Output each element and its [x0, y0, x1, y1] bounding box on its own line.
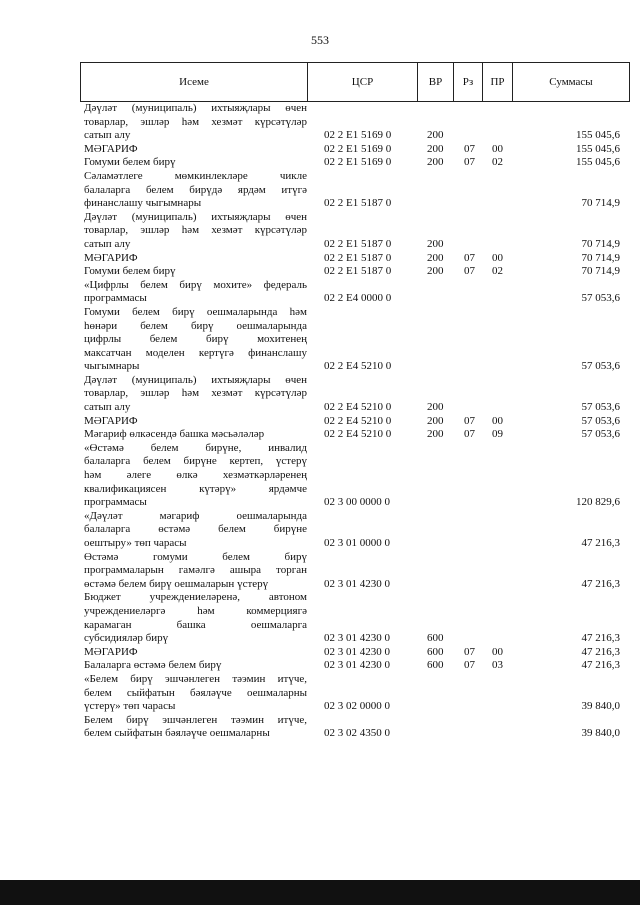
- table-row: [80, 415, 630, 429]
- row-sum: 70 714,9: [581, 251, 620, 264]
- row-name: [80, 551, 307, 592]
- row-name-line: балаларга белем бирүне кертеп, үстерү: [84, 455, 307, 468]
- row-name: [80, 170, 307, 211]
- row-vr: 200: [427, 265, 444, 278]
- row-name-line: Бюджет учреждениеләренә, автоном: [84, 591, 307, 604]
- row-csr: 02 3 01 4230 0: [324, 577, 390, 590]
- row-pr: 09: [492, 428, 503, 441]
- row-name: [80, 211, 307, 252]
- row-name-line: чыгымнары: [84, 360, 140, 373]
- row-name: [80, 156, 307, 170]
- row-name-line: балаларга белем бирүдә ярдәм итүгә: [84, 183, 307, 196]
- row-name-line: Белем бирү эшчәнлеген тәэмин итүче,: [84, 713, 307, 726]
- table-row: [80, 442, 630, 510]
- row-name-line: МӘГАРИФ: [84, 142, 138, 155]
- row-name-line: «Цифрлы белем бирү мохите» федераль: [84, 278, 307, 291]
- header-name: Исеме: [81, 63, 308, 101]
- row-name-line: карамаган башка оешмаларга: [84, 618, 307, 631]
- row-vr: 200: [427, 428, 444, 441]
- row-name-line: МӘГАРИФ: [84, 645, 138, 658]
- row-sum: 70 714,9: [581, 237, 620, 250]
- row-name-line: МӘГАРИФ: [84, 251, 138, 264]
- row-csr: 02 3 02 0000 0: [324, 700, 390, 713]
- row-name: [80, 442, 307, 510]
- row-vr: 600: [427, 659, 444, 672]
- row-vr: 200: [427, 414, 444, 427]
- row-name-line: Балаларга өстәмә белем бирү: [84, 659, 222, 672]
- row-vr: 200: [427, 401, 444, 414]
- row-vr: 200: [427, 142, 444, 155]
- row-csr: 02 2 E1 5169 0: [324, 156, 392, 169]
- row-rz: 07: [464, 414, 475, 427]
- row-csr: 02 3 01 0000 0: [324, 537, 390, 549]
- header-rz: Рз: [454, 63, 483, 101]
- header-sum: Суммасы: [549, 76, 593, 88]
- table-row: [80, 659, 630, 673]
- row-name: [80, 714, 307, 741]
- row-name-line: квалификациясен күтәрү» ярдәмче: [84, 482, 307, 495]
- row-sum: 57 053,6: [581, 292, 620, 305]
- table-row: [80, 170, 630, 211]
- row-csr: 02 2 E1 5169 0: [324, 142, 392, 155]
- row-name: [80, 143, 307, 157]
- row-name: [80, 659, 307, 673]
- row-rz: 07: [464, 659, 475, 672]
- header-csr: ЦСР: [308, 63, 418, 101]
- table-row: [80, 265, 630, 279]
- row-csr: 02 3 01 4230 0: [324, 645, 390, 658]
- row-name-line: программаларын гамәлгә ашыра торган: [84, 564, 307, 577]
- table-row: [80, 510, 630, 551]
- row-vr: 600: [427, 645, 444, 658]
- row-rz: 07: [464, 251, 475, 264]
- row-name: [80, 591, 307, 645]
- row-sum: 47 216,3: [581, 645, 620, 658]
- table-row: [80, 551, 630, 592]
- row-name: [80, 279, 307, 306]
- row-csr: 02 2 E1 5187 0: [324, 197, 392, 210]
- row-name-line: сатып алу: [84, 129, 131, 142]
- header-vr: ВР: [418, 63, 454, 101]
- row-csr: 02 2 E1 5187 0: [324, 251, 392, 264]
- page-number: 553: [311, 33, 329, 47]
- row-sum: 47 216,3: [581, 577, 620, 590]
- row-rz: 07: [464, 428, 475, 441]
- row-name-line: Дәүләт (муниципаль) ихтыяҗлары өчен: [84, 102, 307, 114]
- row-csr: 02 2 E4 5210 0: [324, 401, 392, 414]
- row-sum: 47 216,3: [581, 537, 620, 549]
- table-row: [80, 673, 630, 714]
- row-name: [80, 102, 307, 143]
- row-name-line: оештыру» төп чарасы: [84, 537, 187, 549]
- row-name: [80, 265, 307, 279]
- row-sum: 57 053,6: [581, 360, 620, 373]
- row-name: [80, 252, 307, 266]
- row-csr: 02 2 E1 5187 0: [324, 237, 392, 250]
- row-sum: 120 829,6: [576, 496, 620, 509]
- row-sum: 39 840,0: [581, 700, 620, 713]
- row-name: [80, 510, 307, 551]
- row-pr: 02: [492, 265, 503, 278]
- row-name-line: финанслашу чыгымнары: [84, 197, 202, 210]
- row-name-line: һәм әлеге өлкә хезмәткәрләренең: [84, 469, 307, 482]
- row-name-line: өстәмә белем бирү оешмаларын үстерү: [84, 577, 269, 590]
- row-rz: 07: [464, 142, 475, 155]
- row-name: [80, 306, 307, 374]
- table-row: [80, 252, 630, 266]
- row-name-line: Гомуми белем бирү: [84, 156, 176, 169]
- row-pr: 00: [492, 142, 503, 155]
- row-csr: 02 2 E1 5169 0: [324, 129, 392, 142]
- row-sum: 70 714,9: [581, 265, 620, 278]
- row-pr: 03: [492, 659, 503, 672]
- row-vr: 600: [427, 632, 444, 645]
- row-csr: 02 2 E1 5187 0: [324, 265, 392, 278]
- row-csr: 02 3 02 4350 0: [324, 727, 390, 740]
- table-row: [80, 143, 630, 157]
- row-sum: 155 045,6: [576, 142, 620, 155]
- row-sum: 39 840,0: [581, 727, 620, 740]
- row-name-line: Мәгариф өлкәсендә башка мәсьәләләр: [84, 428, 265, 441]
- row-name-line: учреждениеләргә һәм коммерциягә: [84, 604, 307, 617]
- row-csr: 02 3 01 4230 0: [324, 659, 390, 672]
- row-name-line: «Белем бирү эшчәнлеген тәэмин итүче,: [84, 672, 307, 685]
- row-sum: 57 053,6: [581, 414, 620, 427]
- header-pr: ПР: [483, 63, 513, 101]
- row-pr: 02: [492, 156, 503, 169]
- row-name: [80, 646, 307, 660]
- table-row: [80, 306, 630, 374]
- row-name-line: субсидияләр бирү: [84, 632, 169, 645]
- row-csr: 02 2 E4 5210 0: [324, 414, 392, 427]
- row-name-line: «Дәүләт мәгариф оешмаларында: [84, 509, 307, 522]
- row-name: [80, 415, 307, 429]
- row-rz: 07: [464, 156, 475, 169]
- row-sum: 155 045,6: [576, 129, 620, 142]
- table-row: [80, 591, 630, 645]
- row-name-line: Сәламәтлеге мөмкинлекләре чикле: [84, 169, 307, 182]
- row-vr: 200: [427, 156, 444, 169]
- row-sum: 155 045,6: [576, 156, 620, 169]
- row-name-line: цифрлы белем бирү мохитенең: [84, 333, 307, 346]
- row-sum: 47 216,3: [581, 659, 620, 672]
- row-name-line: товарлар, эшләр һәм хезмәт күрсәтүләр: [84, 224, 307, 237]
- table-body: [80, 102, 630, 741]
- row-name-line: максатчан моделен кертүгә финанслашу: [84, 346, 307, 359]
- row-csr: 02 2 E4 5210 0: [324, 360, 392, 373]
- row-name-line: үстерү» төп чарасы: [84, 700, 176, 713]
- row-name-line: сатып алу: [84, 237, 131, 250]
- row-rz: 07: [464, 265, 475, 278]
- row-sum: 57 053,6: [581, 428, 620, 441]
- row-csr: 02 3 01 4230 0: [324, 632, 390, 645]
- row-vr: 200: [427, 129, 444, 142]
- row-name-line: Өстәмә гомуми белем бирү: [84, 550, 307, 563]
- row-name-line: программасы: [84, 292, 147, 305]
- row-name-line: сатып алу: [84, 401, 131, 414]
- row-name: [80, 428, 307, 442]
- row-vr: 200: [427, 237, 444, 250]
- row-name-line: балаларга өстәмә белем бирүне: [84, 523, 307, 536]
- row-name-line: белем сыйфатын бәяләүче оешмаларны: [84, 727, 270, 740]
- table-header: [80, 62, 630, 102]
- row-sum: 57 053,6: [581, 401, 620, 414]
- table-row: [80, 102, 630, 143]
- row-name-line: Дәүләт (муниципаль) ихтыяҗлары өчен: [84, 210, 307, 223]
- row-vr: 200: [427, 251, 444, 264]
- row-pr: 00: [492, 645, 503, 658]
- row-sum: 47 216,3: [581, 632, 620, 645]
- table-row: [80, 714, 630, 741]
- row-name-line: Гомуми белем бирү оешмаларында һәм: [84, 305, 307, 318]
- table-row: [80, 156, 630, 170]
- row-name-line: МӘГАРИФ: [84, 414, 138, 427]
- table-row: [80, 279, 630, 306]
- row-name: [80, 374, 307, 415]
- row-pr: 00: [492, 414, 503, 427]
- table-row: [80, 374, 630, 415]
- row-pr: 00: [492, 251, 503, 264]
- row-name-line: Дәүләт (муниципаль) ихтыяҗлары өчен: [84, 373, 307, 386]
- row-csr: 02 2 E4 0000 0: [324, 292, 392, 305]
- row-csr: 02 3 00 0000 0: [324, 496, 390, 509]
- table-row: [80, 211, 630, 252]
- row-name-line: һөнәри белем бирү оешмаларында: [84, 319, 307, 332]
- table-row: [80, 428, 630, 442]
- scan-edge: [0, 880, 640, 905]
- row-name-line: товарлар, эшләр һәм хезмәт күрсәтүләр: [84, 387, 307, 400]
- row-name-line: товарлар, эшләр һәм хезмәт күрсәтүләр: [84, 115, 307, 128]
- row-name-line: «Өстәмә белем бирүне, инвалид: [84, 441, 307, 454]
- table-row: [80, 646, 630, 660]
- row-name-line: программасы: [84, 496, 147, 509]
- row-csr: 02 2 E4 5210 0: [324, 428, 392, 441]
- row-rz: 07: [464, 645, 475, 658]
- row-name: [80, 673, 307, 714]
- row-sum: 70 714,9: [581, 197, 620, 210]
- row-name-line: белем сыйфатын бәяләүче оешмаларны: [84, 686, 307, 699]
- row-name-line: Гомуми белем бирү: [84, 265, 176, 278]
